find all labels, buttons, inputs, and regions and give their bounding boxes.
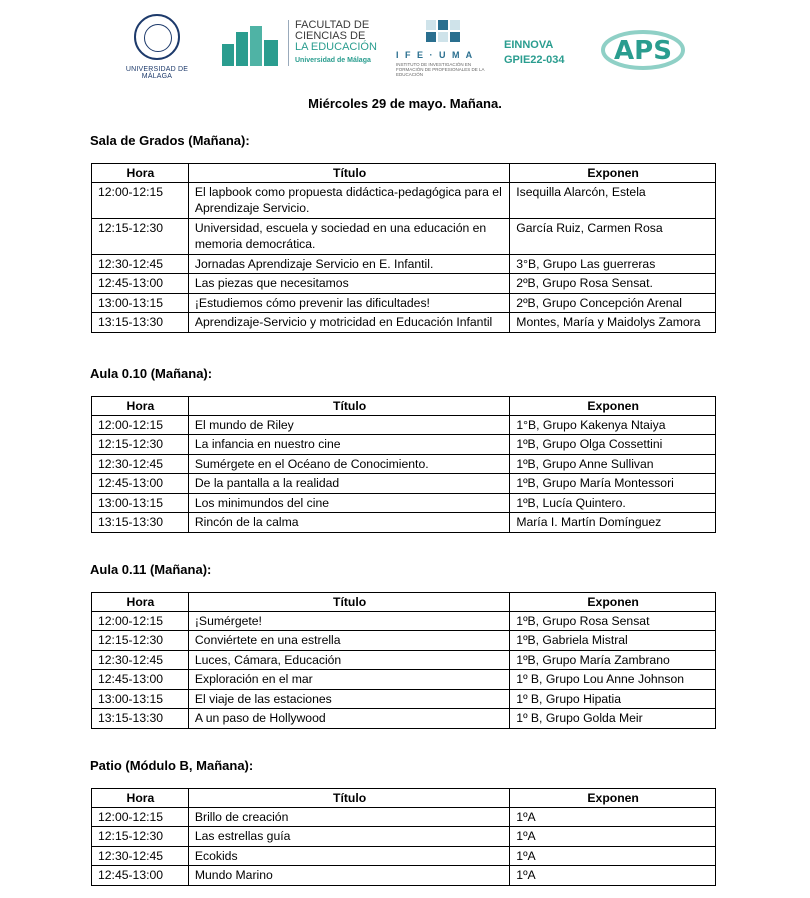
cell-exponen: 1ºA [510,846,716,866]
cell-hora: 13:15-13:30 [92,313,189,333]
cell-exponen: 1º B, Grupo Golda Meir [510,709,716,729]
table-row [92,631,716,651]
cell-titulo: Conviértete en una estrella [188,631,509,651]
cell-titulo: Los minimundos del cine [188,493,509,513]
cell-hora: 12:15-12:30 [92,435,189,455]
cell-hora: 12:00-12:15 [92,415,189,435]
table-header-row [92,164,716,183]
table-row [92,493,716,513]
einnova-line-1: EINNOVA [504,39,554,51]
cell-hora: 12:00-12:15 [92,182,189,218]
table-row [92,254,716,274]
table-header-row [92,593,716,612]
svg-text:APS: APS [614,36,672,66]
cell-exponen: García Ruiz, Carmen Rosa [510,218,716,254]
cell-titulo: Luces, Cámara, Educación [188,650,509,670]
cell-titulo: Jornadas Aprendizaje Servicio en E. Infantil. [188,254,509,274]
table-row [92,218,716,254]
cell-titulo: Exploración en el mar [188,670,509,690]
section-title-aula-010: Aula 0.10 (Mañana): [90,366,213,381]
cell-titulo: Aprendizaje-Servicio y motricidad en Educación Infantil [188,313,509,333]
header-exponen: Exponen [510,164,716,183]
table-row [92,454,716,474]
cell-titulo: Las piezas que necesitamos [188,274,509,294]
fce-line-3: LA EDUCACIÓN [295,41,377,53]
table-row [92,474,716,494]
cell-hora: 12:30-12:45 [92,650,189,670]
header-titulo: Título [188,164,509,183]
cell-exponen: 1ºB, Grupo Olga Cossettini [510,435,716,455]
cell-hora: 13:00-13:15 [92,293,189,313]
cell-exponen: 1ºB, Grupo María Montessori [510,474,716,494]
facultad-educacion-logo [222,20,392,76]
section-title-patio: Patio (Módulo B, Mañana): [90,758,254,773]
cell-hora: 12:00-12:15 [92,611,189,631]
header-hora: Hora [92,397,189,416]
cell-hora: 12:30-12:45 [92,846,189,866]
cell-hora: 12:30-12:45 [92,254,189,274]
table-row [92,415,716,435]
cell-titulo: Sumérgete en el Océano de Conocimiento. [188,454,509,474]
universidad-malaga-logo [118,14,196,84]
cell-titulo: Rincón de la calma [188,513,509,533]
cell-titulo: ¡Estudiemos cómo prevenir las dificultades! [188,293,509,313]
cell-hora: 12:45-13:00 [92,274,189,294]
cell-titulo: La infancia en nuestro cine [188,435,509,455]
fce-logo-text [288,20,377,66]
cell-hora: 13:00-13:15 [92,493,189,513]
header-titulo: Título [188,789,509,808]
cell-hora: 12:15-12:30 [92,218,189,254]
table-row [92,827,716,847]
cell-hora: 13:00-13:15 [92,689,189,709]
cell-exponen: 1ºB, Lucía Quintero. [510,493,716,513]
cell-exponen: 2ºB, Grupo Concepción Arenal [510,293,716,313]
cell-hora: 12:45-13:00 [92,866,189,886]
cell-exponen: 1º B, Grupo Hipatia [510,689,716,709]
schedule-table-aula-010 [91,396,716,533]
cell-exponen: 1ºB, Grupo Anne Sullivan [510,454,716,474]
header-exponen: Exponen [510,593,716,612]
cell-exponen: 1ºA [510,807,716,827]
cell-exponen: Isequilla Alarcón, Estela [510,182,716,218]
table-row [92,807,716,827]
cell-titulo: De la pantalla a la realidad [188,474,509,494]
ife-grid-icon [426,20,460,48]
fce-sub: Universidad de Málaga [295,57,371,64]
fce-line-1: FACULTAD DE [295,19,370,31]
section-title-sala-grados: Sala de Grados (Mañana): [90,133,250,148]
table-row [92,709,716,729]
table-row [92,846,716,866]
cell-titulo: El mundo de Riley [188,415,509,435]
header-logos [0,0,810,90]
cell-hora: 12:45-13:00 [92,474,189,494]
table-header-row [92,397,716,416]
table-row [92,689,716,709]
table-row [92,650,716,670]
ife-logo-sub: INSTITUTO DE INVESTIGACIÓN EN FORMACIÓN DE PROFESIONALES DE LA EDUCACIÓN [396,62,485,77]
cell-titulo: ¡Sumérgete! [188,611,509,631]
einnova-logo [504,38,565,68]
header-hora: Hora [92,593,189,612]
header-exponen: Exponen [510,397,716,416]
cell-titulo: Mundo Marino [188,866,509,886]
table-row [92,182,716,218]
cell-titulo: Las estrellas guía [188,827,509,847]
schedule-table-sala-grados [91,163,716,333]
cell-titulo: Brillo de creación [188,807,509,827]
table-row [92,866,716,886]
cell-hora: 12:00-12:15 [92,807,189,827]
cell-hora: 13:15-13:30 [92,513,189,533]
cell-hora: 13:15-13:30 [92,709,189,729]
table-header-row [92,789,716,808]
cell-titulo: Universidad, escuela y sociedad en una educación en memoria democrática. [188,218,509,254]
table-row [92,670,716,690]
aps-logo [600,28,686,72]
header-hora: Hora [92,164,189,183]
table-row [92,435,716,455]
cell-exponen: 1ºB, Gabriela Mistral [510,631,716,651]
cell-titulo: A un paso de Hollywood [188,709,509,729]
ife-logo-text: I F E · U M A [396,50,475,60]
table-row [92,293,716,313]
cell-hora: 12:30-12:45 [92,454,189,474]
schedule-table-aula-011 [91,592,716,729]
cell-exponen: Montes, María y Maidolys Zamora [510,313,716,333]
table-row [92,313,716,333]
cell-exponen: 1ºB, Grupo María Zambrano [510,650,716,670]
header-titulo: Título [188,397,509,416]
cell-exponen: 1°B, Grupo Kakenya Ntaiya [510,415,716,435]
table-row [92,513,716,533]
uma-logo-text: UNIVERSIDAD DE MÁLAGA [125,66,189,80]
cell-exponen: 1ºB, Grupo Rosa Sensat [510,611,716,631]
cell-hora: 12:45-13:00 [92,670,189,690]
cell-exponen: María I. Martín Domínguez [510,513,716,533]
university-seal-icon [134,14,180,60]
cell-exponen: 1º B, Grupo Lou Anne Johnson [510,670,716,690]
cell-titulo: Ecokids [188,846,509,866]
fce-line-2: CIENCIAS DE [295,30,366,42]
table-row [92,611,716,631]
cell-titulo: El viaje de las estaciones [188,689,509,709]
header-exponen: Exponen [510,789,716,808]
page-title: Miércoles 29 de mayo. Mañana. [308,96,502,111]
table-row [92,274,716,294]
cell-titulo: El lapbook como propuesta didáctica-pedagógica para el Aprendizaje Servicio. [188,182,509,218]
header-titulo: Título [188,593,509,612]
cell-exponen: 3°B, Grupo Las guerreras [510,254,716,274]
schedule-table-patio [91,788,716,886]
building-blocks-icon [222,26,280,66]
cell-exponen: 2ºB, Grupo Rosa Sensat. [510,274,716,294]
section-title-aula-011: Aula 0.11 (Mañana): [90,562,212,577]
cell-exponen: 1ºA [510,827,716,847]
cell-exponen: 1ºA [510,866,716,886]
cell-hora: 12:15-12:30 [92,827,189,847]
cell-hora: 12:15-12:30 [92,631,189,651]
einnova-line-2: GPIE22-034 [504,54,565,66]
header-hora: Hora [92,789,189,808]
ife-uma-logo [396,20,486,76]
